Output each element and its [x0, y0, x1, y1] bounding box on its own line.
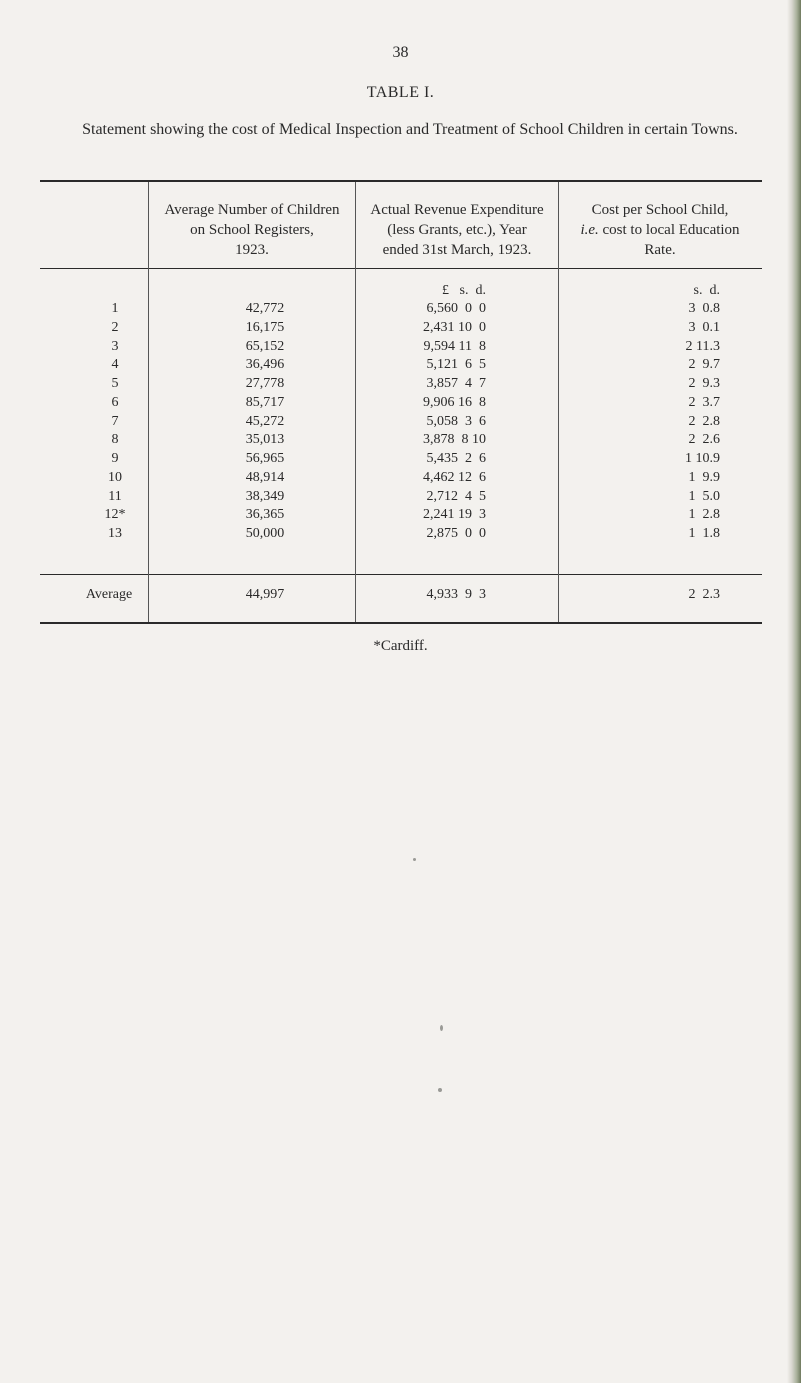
- expenditure-value: 5,435 2 6: [426, 451, 486, 466]
- header-line: Rate.: [644, 242, 676, 258]
- children-count: 38,349: [245, 488, 285, 504]
- table-row: [0, 394, 780, 411]
- table-row: [0, 413, 780, 430]
- children-count: 45,272: [245, 413, 285, 429]
- table-caption: Statement showing the cost of Medical Inspection and Treatment of School Children in certain Towns.: [82, 121, 738, 138]
- cost-value: 2 3.7: [688, 394, 720, 410]
- paper-speck: [438, 1088, 442, 1092]
- header-line: on School Registers,: [190, 222, 314, 238]
- children-count: 65,152: [245, 338, 285, 354]
- header-line: [560, 220, 760, 240]
- average-expenditure: 4,933 9 3: [426, 587, 486, 602]
- paper-speck: [440, 1025, 443, 1031]
- table-row: [0, 338, 780, 355]
- children-count: 36,496: [245, 357, 285, 373]
- table-row: [0, 375, 780, 392]
- average-cost: 2 2.3: [688, 587, 720, 602]
- unit-row: [0, 282, 780, 299]
- town-number: 5: [111, 376, 119, 391]
- town-number: 11: [108, 488, 122, 504]
- paper-speck: [413, 858, 416, 861]
- children-count: 85,717: [245, 394, 285, 410]
- footnote: *Cardiff.: [373, 638, 428, 654]
- table-row: [0, 525, 780, 542]
- page-number: 38: [392, 44, 409, 61]
- children-count: 36,365: [245, 507, 285, 523]
- expenditure-value: 5,058 3 6: [426, 413, 486, 429]
- town-number: 13: [108, 526, 122, 541]
- table-row: [0, 450, 780, 467]
- header-line: ended 31st March, 1923.: [382, 242, 532, 258]
- average-row: [0, 586, 780, 603]
- expenditure-value: 3,857 4 7: [426, 376, 486, 391]
- page-edge-shadow: [787, 0, 801, 1383]
- expenditure-value: 2,431 10 0: [423, 319, 486, 335]
- town-number: 8: [111, 432, 119, 448]
- expenditure-value: 3,878 8 10: [423, 432, 486, 448]
- header-italic-ie: i.e.: [580, 222, 599, 238]
- cost-unit-label: s. d.: [693, 283, 720, 298]
- table-row: [0, 488, 780, 505]
- expenditure-value: 9,594 11 8: [423, 338, 486, 354]
- children-count: 16,175: [245, 319, 285, 335]
- cost-value: 3 0.8: [688, 301, 720, 316]
- town-number: 1: [111, 301, 119, 316]
- header-line: 1923.: [235, 242, 269, 258]
- town-number: 2: [111, 319, 119, 335]
- cost-value: 2 11.3: [685, 338, 720, 354]
- average-children: 44,997: [245, 587, 285, 602]
- cost-value: 1 10.9: [685, 451, 720, 466]
- header-revenue-expenditure: [357, 200, 557, 260]
- cost-value: 1 2.8: [688, 507, 720, 523]
- children-count: 42,772: [245, 301, 285, 316]
- header-cost-per-child: [560, 200, 760, 260]
- cost-value: 2 9.3: [688, 376, 720, 391]
- expenditure-value: 9,906 16 8: [423, 394, 486, 410]
- expenditure-value: 6,560 0 0: [426, 301, 486, 316]
- cost-value: 2 9.7: [688, 357, 720, 373]
- town-number: 7: [111, 413, 119, 429]
- town-number: 4: [111, 357, 119, 373]
- cost-value: 1 5.0: [688, 488, 720, 504]
- table-row: [0, 506, 780, 523]
- header-line: (less Grants, etc.), Year: [387, 222, 527, 238]
- header-line: Actual Revenue Expenditure: [370, 202, 544, 218]
- town-number: 6: [111, 394, 119, 410]
- children-count: 50,000: [245, 526, 285, 541]
- expenditure-value: 2,241 19 3: [423, 507, 486, 523]
- expenditure-value: 4,462 12 6: [423, 469, 486, 485]
- town-number: 9: [111, 451, 119, 466]
- children-count: 27,778: [245, 376, 285, 391]
- table-title: TABLE I.: [366, 84, 435, 101]
- expenditure-value: 2,712 4 5: [426, 488, 486, 504]
- children-count: 48,914: [245, 469, 285, 485]
- header-line: Cost per School Child,: [591, 202, 729, 218]
- cost-value: 1 9.9: [688, 469, 720, 485]
- children-count: 35,013: [245, 432, 285, 448]
- expenditure-value: 5,121 6 5: [426, 357, 486, 373]
- cost-value: 2 2.6: [688, 432, 720, 448]
- cost-value: 3 0.1: [688, 319, 720, 335]
- town-number: 3: [111, 338, 119, 354]
- cost-value: 2 2.8: [688, 413, 720, 429]
- expenditure-unit-label: £ s. d.: [442, 283, 486, 298]
- town-number: 10: [108, 469, 122, 485]
- header-line: Average Number of Children: [164, 202, 340, 218]
- average-label: Average: [85, 587, 133, 602]
- town-number: 12*: [104, 507, 126, 523]
- table-row: [0, 469, 780, 486]
- expenditure-value: 2,875 0 0: [426, 526, 486, 541]
- table-row: [0, 319, 780, 336]
- table-row: [0, 300, 780, 317]
- children-count: 56,965: [245, 451, 285, 466]
- table-row: [0, 431, 780, 448]
- header-average-children: [150, 200, 354, 260]
- table-row: [0, 356, 780, 373]
- header-line-rest: cost to local Education: [602, 222, 740, 238]
- table-bottom-rule: [40, 622, 762, 624]
- cost-value: 1 1.8: [688, 526, 720, 541]
